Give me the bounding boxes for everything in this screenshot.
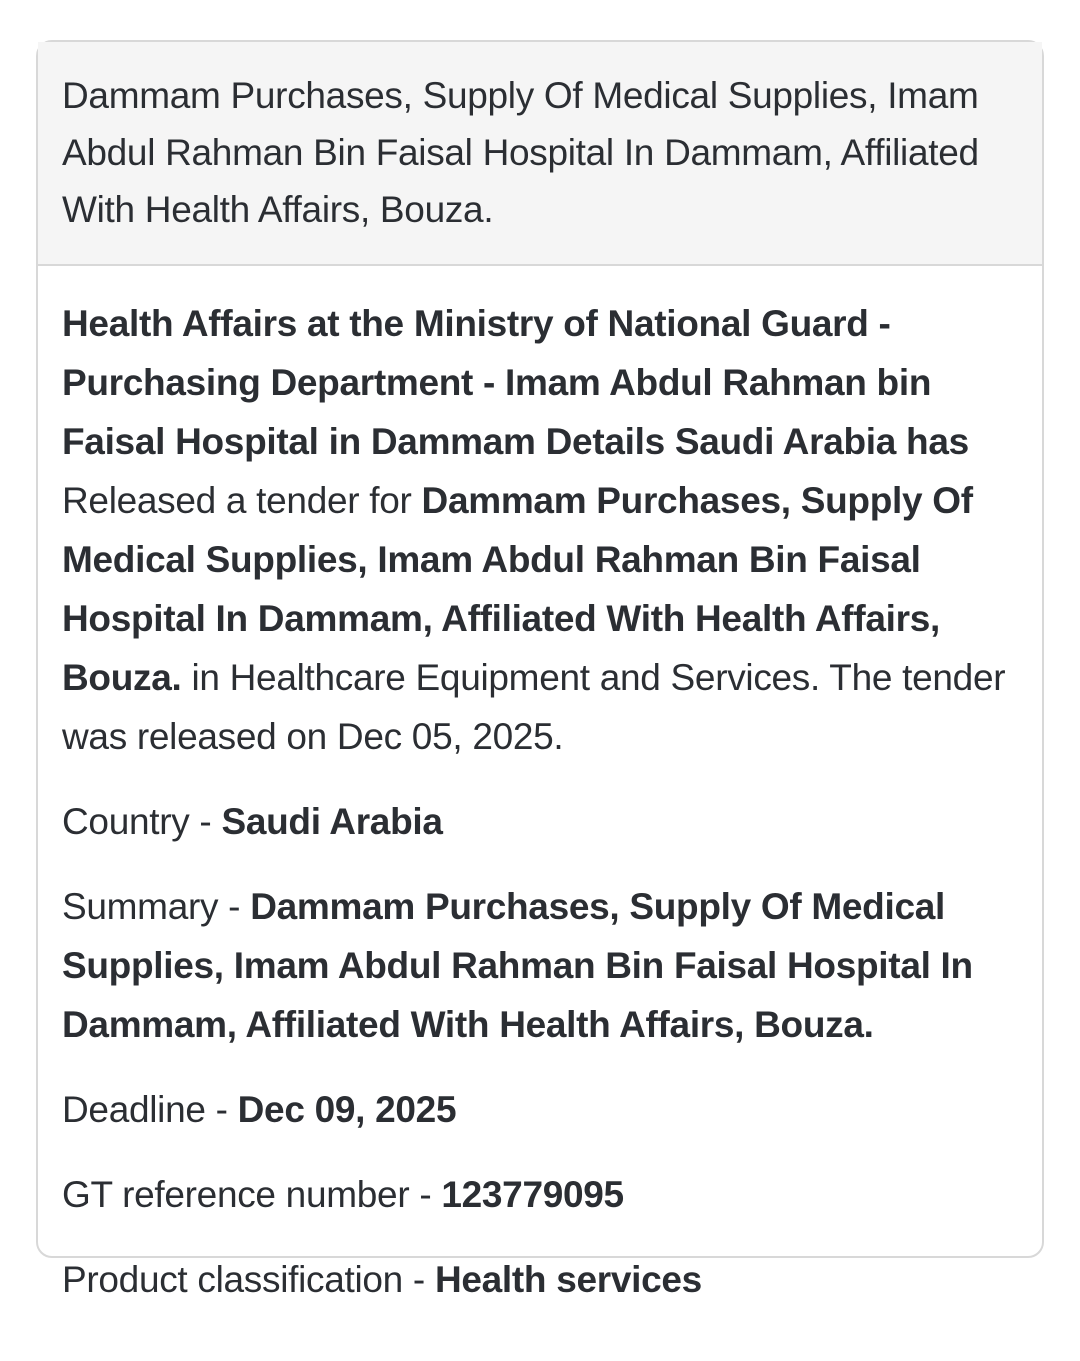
field-value: Dec 09, 2025	[237, 1089, 457, 1130]
tender-details	[38, 266, 1042, 1361]
tender-field-row	[62, 1250, 1018, 1309]
tender-field-row	[62, 1080, 1018, 1139]
field-label: GT reference number -	[62, 1174, 442, 1215]
tender-field-row	[62, 877, 1018, 1054]
field-value: Health services	[434, 1259, 702, 1300]
intro-segment: Health Affairs at the Ministry of National Guard - Purchasing Department - Imam Abdul Rahman bin Faisal Hospital in Dammam Details Saudi Arabia has	[62, 303, 969, 462]
tender-title: Dammam Purchases, Supply Of Medical Supplies, Imam Abdul Rahman Bin Faisal Hospital In Dammam, Affiliated With Health Affairs, Bouza.	[62, 75, 979, 230]
intro-segment: in Healthcare Equipment and Services. The tender was released on Dec 05, 2025.	[62, 657, 1006, 757]
field-label: Product classification -	[62, 1259, 435, 1300]
tender-intro-paragraph	[62, 294, 1018, 766]
tender-card	[36, 40, 1044, 1300]
tender-field-row	[62, 792, 1018, 851]
field-value: Dammam Purchases, Supply Of Medical Supplies, Imam Abdul Rahman Bin Faisal Hospital In Dammam, Affiliated With Health Affairs, Bouza.	[62, 886, 973, 1045]
tender-title-header	[38, 42, 1042, 266]
intro-segment: Dammam Purchases, Supply Of Medical Supplies, Imam Abdul Rahman Bin Faisal Hospital In Dammam, Affiliated With Health Affairs, Bouza.	[62, 480, 973, 698]
intro-segment: Released a tender for	[62, 480, 422, 521]
tender-fields	[62, 792, 1018, 1309]
field-label: Summary -	[62, 886, 251, 927]
field-value: 123779095	[441, 1174, 624, 1215]
field-label: Country -	[62, 801, 222, 842]
field-value: Saudi Arabia	[221, 801, 443, 842]
tender-field-row	[62, 1165, 1018, 1224]
field-label: Deadline -	[62, 1089, 238, 1130]
